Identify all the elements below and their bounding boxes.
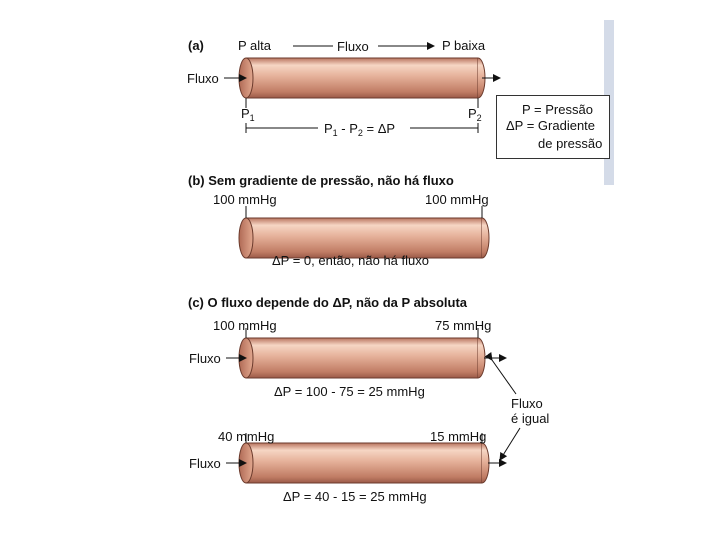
high-pressure-label: P alta — [238, 38, 272, 53]
flow-in-label-a: Fluxo — [187, 71, 219, 86]
c1-left-pressure: 100 mmHg — [213, 318, 277, 333]
c2-right-pressure: 15 mmHg — [430, 429, 487, 444]
b-caption: ΔP = 0, então, não há fluxo — [272, 253, 429, 268]
low-pressure-label: P baixa — [442, 38, 486, 53]
tube-c2 — [239, 443, 489, 483]
flow-in-label-c2: Fluxo — [189, 456, 221, 471]
p2-label: $P_2$ — [468, 106, 482, 123]
c2-left-pressure: 40 mmHg — [218, 429, 275, 444]
c2-caption: ΔP = 40 - 15 = 25 mmHg — [283, 489, 427, 504]
equal-flow-label-2: é igual — [511, 411, 550, 426]
delta-p-equation: $P_1 - P_2 = \Delta P$ — [324, 121, 396, 138]
flow-direction-label: Fluxo — [337, 39, 369, 54]
c1-caption: ΔP = 100 - 75 = 25 mmHg — [274, 384, 425, 399]
panel-b-title: (b) Sem gradiente de pressão, não há fluxo — [188, 173, 454, 188]
equal-flow-connector-top — [492, 360, 516, 394]
p1-label: $P_1$ — [241, 106, 255, 123]
tube-b — [239, 218, 489, 258]
b-left-pressure: 100 mmHg — [213, 192, 277, 207]
legend-gradient-cont: de pressão — [538, 136, 603, 151]
tube-c1 — [239, 338, 485, 378]
legend-gradient: ΔP = Gradiente — [506, 118, 596, 133]
equal-flow-connector-bottom — [500, 428, 520, 460]
legend-box — [496, 95, 610, 159]
legend-pressure: P = Pressão — [522, 102, 593, 117]
panel-a-label: (a) — [188, 38, 204, 53]
c1-right-pressure: 75 mmHg — [435, 318, 492, 333]
b-right-pressure: 100 mmHg — [425, 192, 489, 207]
tube-a — [239, 58, 485, 98]
flow-in-label-c1: Fluxo — [189, 351, 221, 366]
panel-c-title: (c) O fluxo depende do ΔP, não da P absoluta — [188, 295, 468, 310]
equal-flow-label-1: Fluxo — [511, 396, 543, 411]
